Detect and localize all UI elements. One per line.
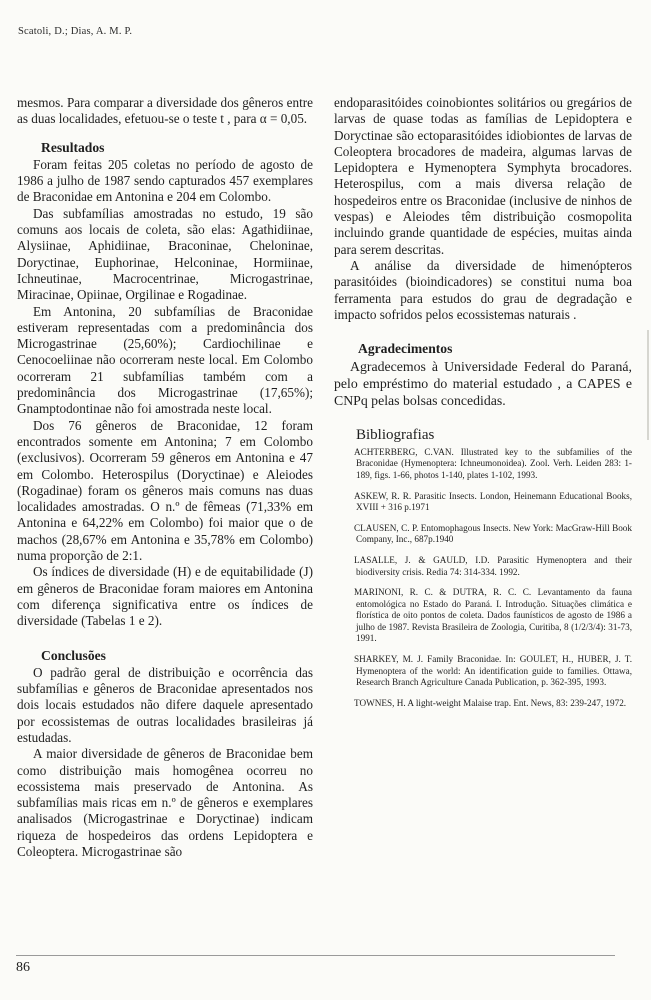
footer-rule [16, 955, 615, 956]
left-column [17, 95, 313, 860]
conclusions-paragraph-2: A maior diversidade de gêneros de Braconidae bem como distribuição mais homogênea ocorreu no ecossistema mais preservado de Antonina. As subfamílias mais ricas em n.º de gêneros e exemplares analisados (Microgastrinae e Doryctinae) indicam riqueza de hospedeiros das ordens Lepidoptera e Coleoptera. Microgastrinae são [17, 746, 313, 860]
page-number: 86 [16, 960, 30, 975]
bibliography-heading: Bibliografias [356, 427, 435, 444]
acknowledgements-text: Agradecemos à Universidade Federal do Paraná, pelo empréstimo do material estudado , a CAPES e CNPq pelas bolsas concedidas. [334, 359, 632, 409]
analysis-paragraph: A análise da diversidade de himenópteros parasitóides (bioindicadores) se constitui numa boa ferramenta para estudos do grau de degradação e impacto sofridos pelos ecossistemas naturais . [334, 257, 632, 322]
results-heading: Resultados [41, 139, 105, 155]
acknowledgements-heading: Agradecimentos [358, 341, 453, 357]
intro-paragraph: mesmos. Para comparar a diversidade dos gêneros entre as duas localidades, efetuou-se o teste t , para α = 0,05. [17, 95, 313, 127]
reference-item: SHARKEY, M. J. Family Braconidae. In: GOULET, H., HUBER, J. T. Hymenoptera of the world: An identification guide to families. Ottawa, Research Branch Agriculture Canada Publication, p. 362-395, 1993. [354, 654, 632, 688]
reference-item: CLAUSEN, C. P. Entomophagous Insects. New York: MacGraw-Hill Book Company, Inc., 687p.1940 [354, 522, 632, 545]
conclusions-paragraph-1: O padrão geral de distribuição e ocorrência das subfamílias e gêneros de Braconidae apresentados nos dois locais estudados não difere daquele apresentado por ecossistemas de outras localidades brasileiras já estudadas. [17, 664, 313, 745]
results-paragraph-4: Dos 76 gêneros de Braconidae, 12 foram encontrados somente em Antonina; 7 em Colombo (exclusivos). Ocorreram 59 gêneros em Antonina e 47 em Colombo. Heterospilus (Doryctinae) e Aleiodes (Rogadinae) foram os gêneros mais comuns nas duas localidades amostradas. O n.º de fêmeas (71,33% em Antonina e 64,22% em Colombo) foi maior que o de machos (28,67% em Antonina e 35,78% em Colombo) numa proporção de 2:1. [17, 417, 313, 564]
reference-item: TOWNES, H. A light-weight Malaise trap. Ent. News, 83: 239-247, 1972. [354, 697, 627, 708]
results-paragraph-2: Das subfamílias amostradas no estudo, 19 são comuns aos locais de coleta, são elas: Agathidiinae, Alysiinae, Aphidiinae, Braconinae, Cheloninae, Doryctinae, Euphorinae, Helconinae, Hormiinae, Ichneutinae, Macrocentrinae, Microgastrinae, Miracinae, Opiinae, Orgilinae e Rogadinae. [17, 205, 313, 303]
reference-item: ACHTERBERG, C.VAN. Illustrated key to the subfamilies of the Braconidae (Hymenoptera: Ichneumonoidea). Zool. Verh. Leiden 283: 1-189, figs. 1-66, photos 1-140, plates 1-102, 1993. [354, 446, 632, 480]
reference-list [334, 447, 632, 710]
reference-item: ASKEW, R. R. Parasitic Insects. London, Heinemann Educational Books, XVIII + 316 p.1971 [354, 490, 632, 513]
reference-item: MARINONI, R. C. & DUTRA, R. C. C. Levantamento da fauna entomológica no Estado do Paraná. I. Introdução. Situações climática e florística de oito pontos de coleta. Dados faunísticos de agosto de 1986 a julho de 1987. Revista Brasileira de Zoologia, Curitiba, 8 (1/2/3/4): 31-73, 1991. [354, 587, 632, 644]
conclusions-heading: Conclusões [41, 647, 106, 663]
acknowledgements-block [334, 358, 632, 409]
reference-item: LASALLE, J. & GAULD, I.D. Parasitic Hymenoptera and their biodiversity crisis. Redia 74: 314-334. 1992. [354, 554, 632, 577]
scan-edge-mark [647, 330, 649, 440]
results-paragraph-5: Os índices de diversidade (H) e de equitabilidade (J) em gêneros de Braconidae foram maiores em Antonina com diferença significativa entre os índices de diversidade (Tabelas 1 e 2). [17, 564, 313, 629]
results-paragraph-1: Foram feitas 205 coletas no período de agosto de 1986 a julho de 1987 sendo capturados 457 exemplares de Braconidae em Antonina e 204 em Colombo. [17, 156, 313, 205]
continuation-paragraph: endoparasitóides coinobiontes solitários ou gregários de larvas de quase todas as famílias de Lepidoptera e Doryctinae são ectoparasitóides idiobiontes de larvas de Coleoptera brocadores de madeira, algumas larvas de Lepidoptera e Hymenoptera Symphyta brocadores. Heterospilus, com a mais diversa relação de hospedeiros entre os Braconidae (inclusive de ninhos de vespas) e Aleiodes têm distribuição cosmopolita incluindo grande quantidade de espécies, muitas ainda para serem descritas. [334, 95, 632, 257]
results-paragraph-3: Em Antonina, 20 subfamílias de Braconidae estiveram representadas com a predominância dos Microgastrinae (25,60%); Cardiochilinae e Cenocoeliinae não ocorreram neste local. Em Colombo ocorreram 21 subfamílias também com a predominância dos Microgastrinae (17,65%); Gnamptodontinae não foi amostrada neste local. [17, 303, 313, 417]
running-head: Scatoli, D.; Dias, A. M. P. [18, 26, 133, 37]
right-column [334, 95, 632, 718]
